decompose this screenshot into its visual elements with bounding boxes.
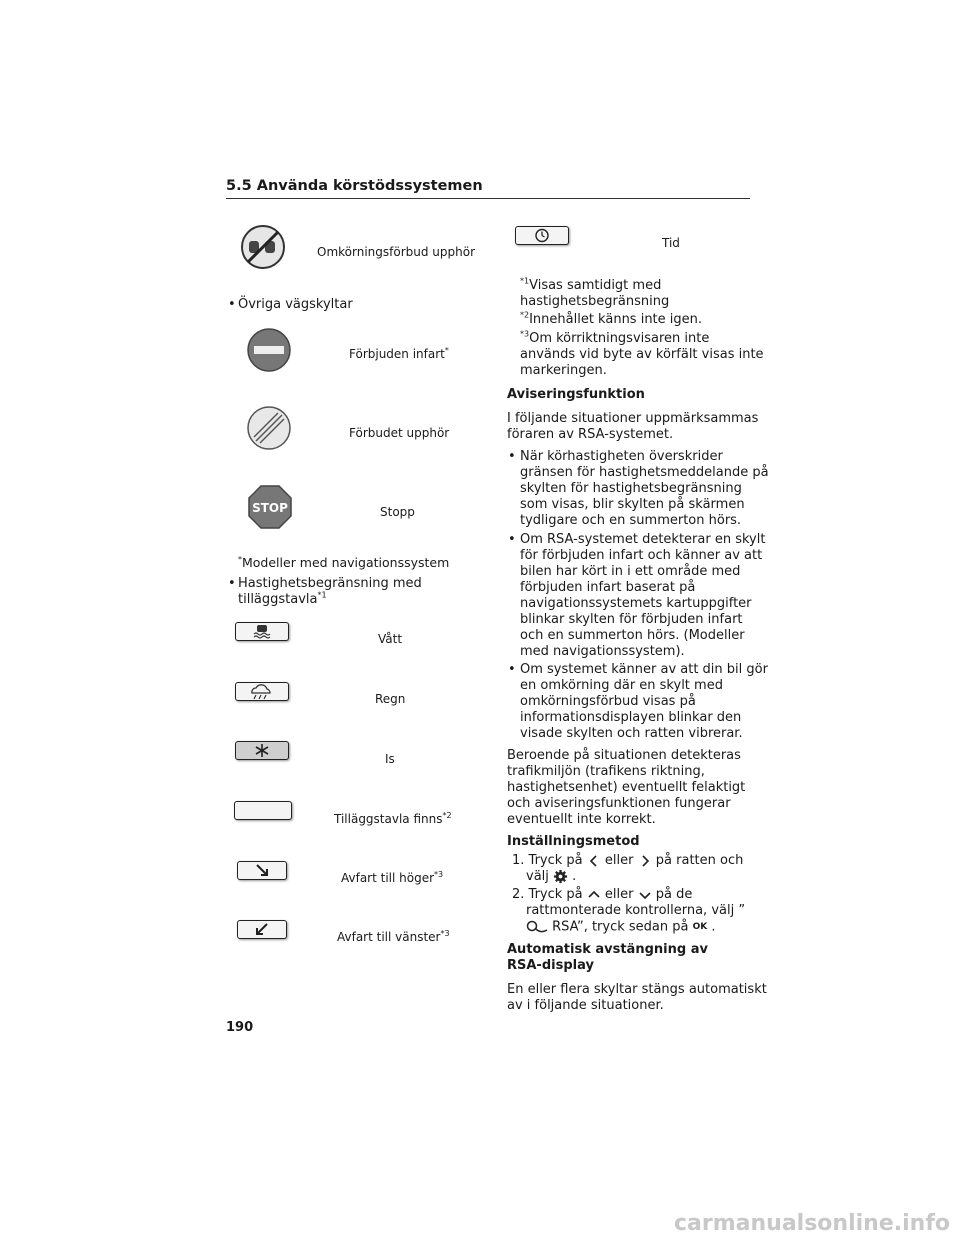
footnote-1: $^{*1}$Visas samtidigt med hastighetsbegränsning [520,276,670,309]
heading-alert-function: Aviseringsfunktion [507,387,645,402]
caption-no-entry: Förbjuden infart* [349,346,449,361]
rain-cloud-icon [236,683,288,700]
step-1-cont: välj . [526,869,577,884]
bullet-dot: • [228,297,236,312]
ice-plate [235,741,289,760]
watermark: carmanualsonline.info [674,1211,950,1236]
caption-restriction-end: Förbudet upphör [349,426,450,440]
caption-ice: Is [385,752,395,766]
step-2-cont: rattmonterade kontrollerna, välj ” [526,903,746,918]
time-plate [515,226,569,245]
chevron-left-icon [587,854,601,868]
no-entry-sign-icon [246,327,292,373]
bullet-speeding: När körhastigheten överskrider gränsen för hastighetsmeddelande på skylten för hastighetsbegränsning som visas, blir skylten på skärmen tydligare och en summerton hörs. [520,449,769,528]
chevron-down-icon [638,888,652,902]
alert-intro: I följande situationer uppmärksammas föraren av RSA-systemet. [507,411,759,442]
caption-exit-right: Avfart till höger$^{*3}$ [341,870,444,885]
rain-plate [235,682,289,701]
page-number: 190 [226,1020,254,1035]
caption-wet: Vått [378,632,403,646]
bullet-dot: • [508,449,516,464]
section-title: 5.5 Använda körstödssystemen [226,178,483,194]
caption-plate-exists: Tilläggstavla finns$^{*2}$ [334,811,452,826]
caption-rain: Regn [375,692,406,706]
paragraph-detection-note: Beroende på situationen detekteras trafikmiljön (trafikens riktning, hastighetsenhet) eventuellt felaktigt och aviseringsfunktionen fungerar eventuellt inte korrekt. [507,748,746,827]
rsa-sign-icon [526,920,548,934]
bullet-no-entry-detect: Om RSA-systemet detekterar en skylt för förbjuden infart och känner av att bilen har kört in i ett område med förbjuden infart baserat på navigationssystemets kartuppgifter blinkar skylten för förbjuden infart och en summerton hörs. (Modeller med navigationssystem). [520,532,766,659]
bullet-dot: • [228,576,236,591]
step-2: 2. Tryck på eller på de [512,887,693,902]
bullet-overtake-detect: Om systemet känner av att din bil gör en omkörning där en skylt med omkörningsförbud visas på informationsdisplayen blinkar den visade skylten och ratten vibrerar. [520,662,768,741]
paragraph-auto-off: En eller flera skyltar stängs automatiskt av i följande situationer. [507,982,767,1013]
heading-auto-off: Automatisk avstängning av RSA-display [507,942,708,973]
bullet-other-signs: Övriga vägskyltar [238,297,353,312]
arrow-down-right-icon [238,862,286,879]
caption-overtake-end: Omkörningsförbud upphör [317,245,476,259]
wet-road-icon [236,623,288,640]
gear-icon [553,869,568,884]
stop-sign-text: STOP [252,501,288,515]
caption-stop: Stopp [380,505,415,519]
blank-plate [234,801,292,820]
arrow-down-left-icon [238,921,286,938]
exit-right-plate [237,861,287,880]
ok-icon: OK [692,922,708,932]
footnote-3: $^{*3}$Om körriktningsvisaren inte används vid byte av körfält visas inte markeringen. [520,329,764,378]
caption-time: Tid [662,236,680,250]
caption-exit-left: Avfart till vänster$^{*3}$ [337,929,450,944]
wet-plate [235,622,289,641]
restriction-end-sign-icon [246,405,292,451]
step-1: 1. Tryck på eller på ratten och [512,853,744,868]
overtake-ban-end-sign-icon [240,224,286,270]
footnote-nav: *Modeller med navigationssystem [238,554,450,570]
bullet-dot: • [508,662,516,677]
stop-sign-icon [247,484,293,530]
clock-icon [516,227,568,244]
heading-setting-method: Inställningsmetod [507,834,640,849]
exit-left-plate [237,920,287,939]
header-rule [226,198,750,199]
chevron-right-icon [638,854,652,868]
bullet-dot: • [508,532,516,547]
bullet-speed-limit: Hastighetsbegränsning med tilläggstavla$^{*1}$ [238,576,422,607]
step-2-cont2: RSA”, tryck sedan på OK . [526,919,716,936]
snowflake-icon [236,742,288,759]
chevron-up-icon [587,888,601,902]
footnote-2: $^{*2}$Innehållet känns inte igen. [520,310,703,327]
